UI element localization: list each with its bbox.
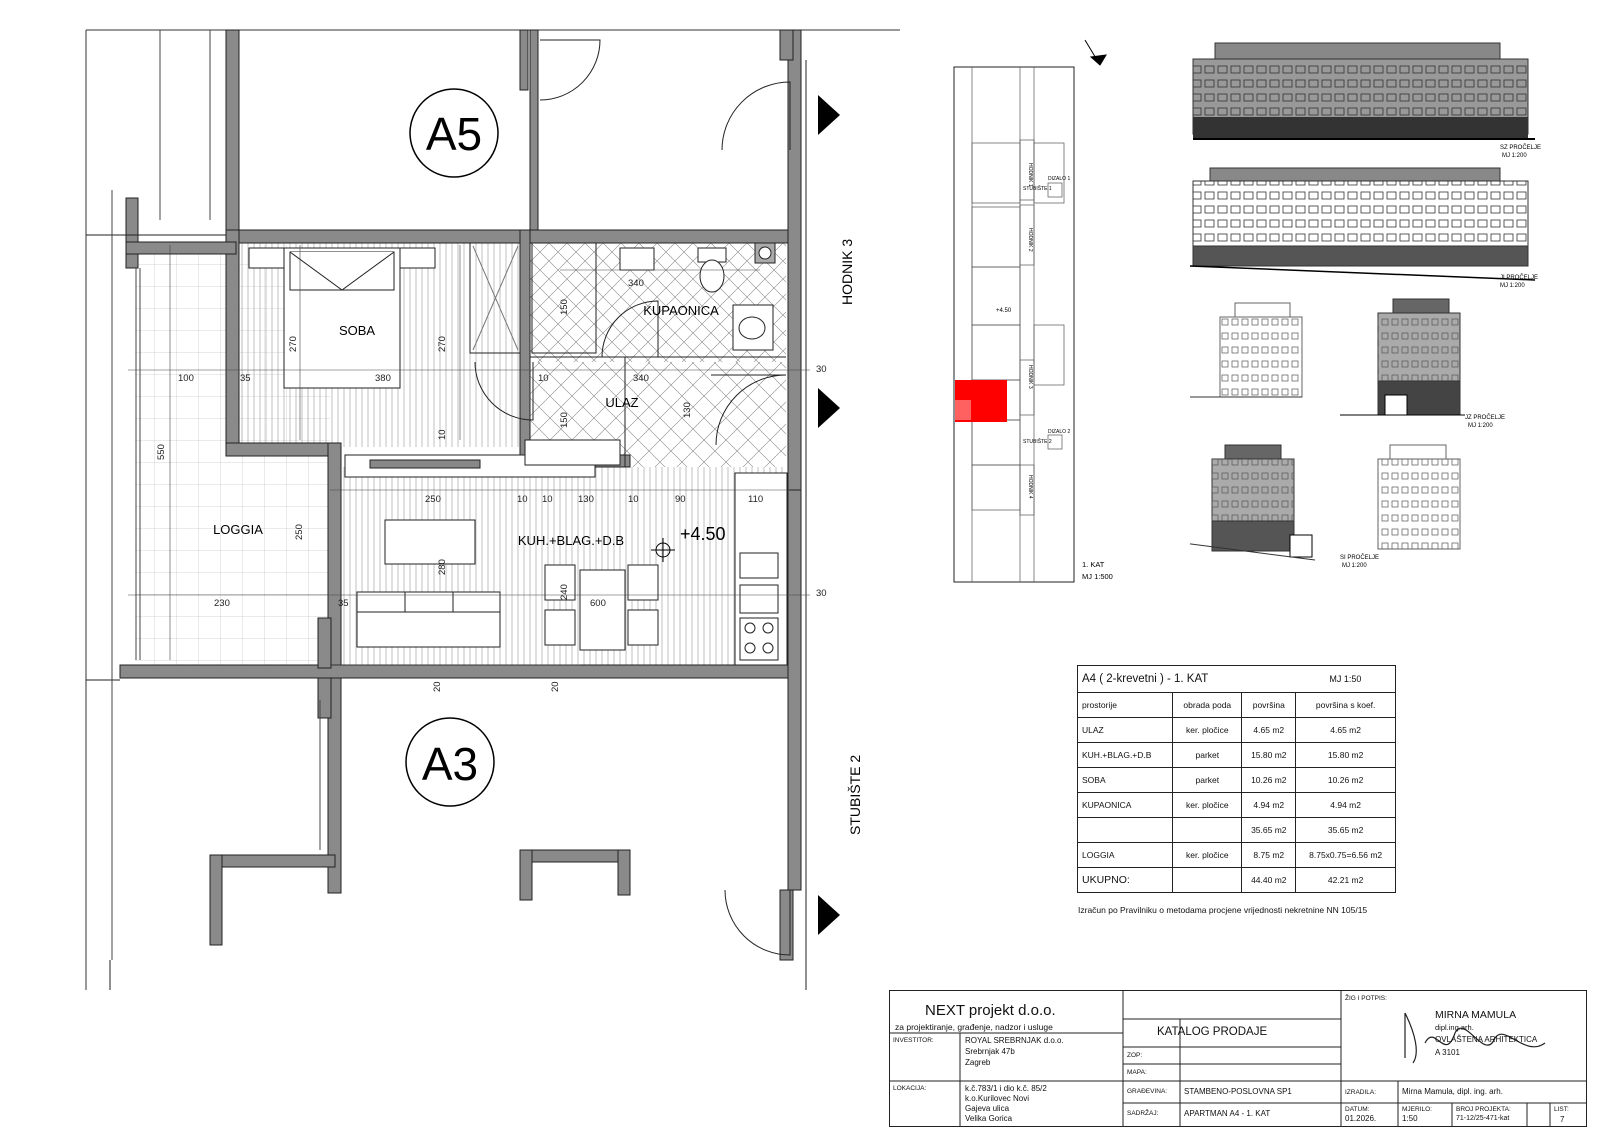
sadrzaj-value: APARTMAN A4 - 1. KAT xyxy=(1184,1109,1271,1118)
lokacija-line: Gajeva ulica xyxy=(965,1104,1010,1113)
dim-text: 130 xyxy=(682,402,693,418)
dim-text: 10 xyxy=(538,373,549,384)
key-lift-2: DIZALO 2 xyxy=(1048,429,1071,435)
elev-si-scale: MJ 1:200 xyxy=(1342,563,1367,569)
title-block xyxy=(889,990,1587,1127)
elev-jz-name: JZ PROČELJE xyxy=(1465,415,1506,421)
dim-text: 20 xyxy=(550,681,561,692)
investitor-label: INVESTITOR: xyxy=(893,1037,934,1044)
dim-text: 240 xyxy=(559,584,570,600)
room-soba: SOBA xyxy=(338,323,376,338)
table-header-row xyxy=(1078,693,1396,718)
dim-text: 270 xyxy=(437,336,448,352)
dim-text: 150 xyxy=(559,412,570,428)
dim-text: 90 xyxy=(675,494,686,505)
stair-label: STUBIŠTE 2 xyxy=(847,754,863,835)
level-mark: +4.50 xyxy=(680,524,726,544)
dim-text: 20 xyxy=(432,681,443,692)
company-name: NEXT projekt d.o.o. xyxy=(925,1002,1056,1019)
dim-text: 30 xyxy=(816,588,827,599)
elevations xyxy=(1190,35,1550,595)
mjerilo-label: MJERILO: xyxy=(1402,1106,1432,1113)
investitor-line: Zagreb xyxy=(965,1058,991,1067)
lokacija-line: k.o.Kurilovec Novi xyxy=(965,1094,1030,1103)
elevation-side-b xyxy=(1378,445,1460,549)
dim-text: 130 xyxy=(578,494,594,505)
table-note: Izračun po Pravilniku o metodama procjene vrijednosti nekretnine NN 105/15 xyxy=(1078,905,1368,915)
dim-text: 100 xyxy=(178,373,194,384)
elevation-sz xyxy=(1193,43,1535,139)
table-row xyxy=(1078,793,1396,818)
room-kitchen: KUH.+BLAG.+D.B xyxy=(517,533,625,548)
section-markers xyxy=(818,95,840,935)
dim-text: 30 xyxy=(816,364,827,375)
dim-text: 10 xyxy=(517,494,528,505)
table-loggia-row xyxy=(1078,843,1396,868)
elev-jz-scale: MJ 1:200 xyxy=(1468,423,1493,429)
key-stair-2: STUBIŠTE 2 xyxy=(1023,439,1052,445)
mapa-label: MAPA: xyxy=(1127,1069,1147,1076)
table-cell: KUH.+BLAG.+D.B xyxy=(1078,743,1173,768)
table-cell: parket xyxy=(1173,768,1242,793)
table-cell: 4.65 m2 xyxy=(1296,718,1396,743)
floor-plan xyxy=(0,0,900,990)
broj-value: 71-12/25-471-kat xyxy=(1456,1115,1510,1122)
table-title-row xyxy=(1078,666,1396,693)
key-corridor-4: HODNIK 4 xyxy=(1027,475,1033,499)
table-cell: ker. pločice xyxy=(1173,843,1242,868)
table-cell: 15.80 m2 xyxy=(1296,743,1396,768)
dim-text: 340 xyxy=(628,278,644,289)
catalog-title: KATALOG PRODAJE xyxy=(1157,1026,1268,1038)
table-row xyxy=(1078,768,1396,793)
area-table xyxy=(1077,665,1396,893)
table-header: obrada poda xyxy=(1173,693,1242,718)
sadrzaj-label: SADRŽAJ: xyxy=(1127,1110,1159,1117)
mjerilo-value: 1:50 xyxy=(1402,1114,1418,1123)
stamp-number: A 3101 xyxy=(1435,1048,1460,1057)
gradevina-value: STAMBENO-POSLOVNA SP1 xyxy=(1184,1087,1292,1096)
table-cell: KUPAONICA xyxy=(1078,793,1173,818)
list-value: 7 xyxy=(1560,1115,1565,1124)
dim-text: 600 xyxy=(590,598,606,609)
corridor-label: HODNIK 3 xyxy=(839,238,855,305)
investitor-line: ROYAL SREBRNJAK d.o.o. xyxy=(965,1036,1064,1045)
dim-text: 10 xyxy=(437,429,448,440)
zig-label: ŽIG I POTPIS: xyxy=(1345,995,1387,1002)
elev-ji-name: JI PROČELJE xyxy=(1500,275,1539,281)
investitor-line: Srebrnjak 47b xyxy=(965,1047,1015,1056)
table-cell: UKUPNO: xyxy=(1078,868,1173,893)
key-stair-1: STUBIŠTE 1 xyxy=(1023,186,1052,192)
north-arrow xyxy=(1085,40,1106,65)
izradila-label: IZRADILA: xyxy=(1345,1089,1377,1096)
izradila-value: Mirna Mamula, dipl. ing. arh. xyxy=(1402,1087,1503,1096)
key-caption: 1. KAT xyxy=(1082,560,1105,569)
key-corridor-2: HODNIK 2 xyxy=(1027,228,1033,252)
table-cell: 15.80 m2 xyxy=(1242,743,1296,768)
table-cell: 10.26 m2 xyxy=(1242,768,1296,793)
dim-text: 380 xyxy=(375,373,391,384)
table-cell: 8.75x0.75=6.56 m2 xyxy=(1296,843,1396,868)
table-header: površina s koef. xyxy=(1296,693,1396,718)
table-subtotal-row xyxy=(1078,818,1396,843)
table-cell: 4.94 m2 xyxy=(1296,793,1396,818)
table-cell: ker. pločice xyxy=(1173,793,1242,818)
table-title: A4 ( 2-krevetni ) - 1. KAT xyxy=(1078,666,1296,693)
stamp-role: OVLAŠTENA ARHITEKTICA xyxy=(1435,1035,1538,1044)
elevation-jz xyxy=(1340,299,1465,415)
elev-si-name: SI PROČELJE xyxy=(1340,555,1380,561)
elev-sz-name: SZ PROČELJE xyxy=(1500,145,1542,151)
stamp-name: MIRNA MAMULA xyxy=(1435,1009,1517,1021)
lokacija-line: Velika Gorica xyxy=(965,1114,1013,1123)
stamp-title: dipl.ing.arh. xyxy=(1435,1023,1474,1032)
key-scale: MJ 1:500 xyxy=(1082,572,1113,581)
table-row xyxy=(1078,743,1396,768)
table-row xyxy=(1078,718,1396,743)
dim-text: 230 xyxy=(214,598,230,609)
table-cell: ULAZ xyxy=(1078,718,1173,743)
zop-label: ZOP: xyxy=(1127,1052,1143,1059)
dim-text: 35 xyxy=(240,373,251,384)
broj-label: BROJ PROJEKTA: xyxy=(1456,1106,1511,1113)
apt-a5-label: A5 xyxy=(425,108,483,160)
key-corridor-1: HODNIK 1 xyxy=(1027,163,1033,187)
company-subtitle: za projektiranje, građenje, nadzor i usluge xyxy=(895,1022,1053,1032)
elevation-si xyxy=(1190,445,1315,560)
table-cell: 35.65 m2 xyxy=(1296,818,1396,843)
room-loggia: LOGGIA xyxy=(213,522,263,537)
datum-label: DATUM: xyxy=(1345,1106,1370,1113)
dim-text: 340 xyxy=(633,373,649,384)
table-cell: 35.65 m2 xyxy=(1242,818,1296,843)
dim-text: 270 xyxy=(288,336,299,352)
gradevina-label: GRAĐEVINA: xyxy=(1127,1088,1168,1095)
dim-text: 10 xyxy=(542,494,553,505)
table-header: površina xyxy=(1242,693,1296,718)
room-kupaonica: KUPAONICA xyxy=(643,303,719,318)
lokacija-line: k.č.783/1 i dio k.č. 85/2 xyxy=(965,1084,1047,1093)
key-level: +4.50 xyxy=(996,308,1012,314)
key-lift-1: DIZALO 1 xyxy=(1048,176,1071,182)
table-cell: parket xyxy=(1173,743,1242,768)
room-ulaz: ULAZ xyxy=(605,395,639,410)
table-cell: 42.21 m2 xyxy=(1296,868,1396,893)
dim-text: 10 xyxy=(628,494,639,505)
elev-sz-scale: MJ 1:200 xyxy=(1502,153,1527,159)
table-cell: ker. pločice xyxy=(1173,718,1242,743)
lokacija-label: LOKACIJA: xyxy=(893,1085,927,1092)
dim-text: 110 xyxy=(748,494,764,505)
table-cell: 8.75 m2 xyxy=(1242,843,1296,868)
dim-text: 250 xyxy=(425,494,441,505)
elevation-side-a xyxy=(1190,303,1302,397)
table-cell: SOBA xyxy=(1078,768,1173,793)
datum-value: 01.2026. xyxy=(1345,1114,1377,1123)
dim-text: 250 xyxy=(294,524,305,540)
elevation-ji xyxy=(1190,168,1535,280)
table-cell: LOGGIA xyxy=(1078,843,1173,868)
dim-text: 550 xyxy=(156,444,167,460)
dim-text: 150 xyxy=(559,299,570,315)
dim-text: 35 xyxy=(338,598,349,609)
key-corridor-3: HODNIK 3 xyxy=(1027,365,1033,389)
table-cell: 4.65 m2 xyxy=(1242,718,1296,743)
key-plan xyxy=(950,35,1140,595)
dim-text: 280 xyxy=(437,559,448,575)
table-scale: MJ 1:50 xyxy=(1296,666,1396,693)
apt-a3-label: A3 xyxy=(421,738,479,790)
table-total-row xyxy=(1078,868,1396,893)
table-cell: 44.40 m2 xyxy=(1242,868,1296,893)
table-cell: 10.26 m2 xyxy=(1296,768,1396,793)
list-label: LIST: xyxy=(1554,1106,1569,1113)
elev-ji-scale: MJ 1:200 xyxy=(1500,283,1525,289)
table-header: prostorije xyxy=(1078,693,1173,718)
table-cell: 4.94 m2 xyxy=(1242,793,1296,818)
